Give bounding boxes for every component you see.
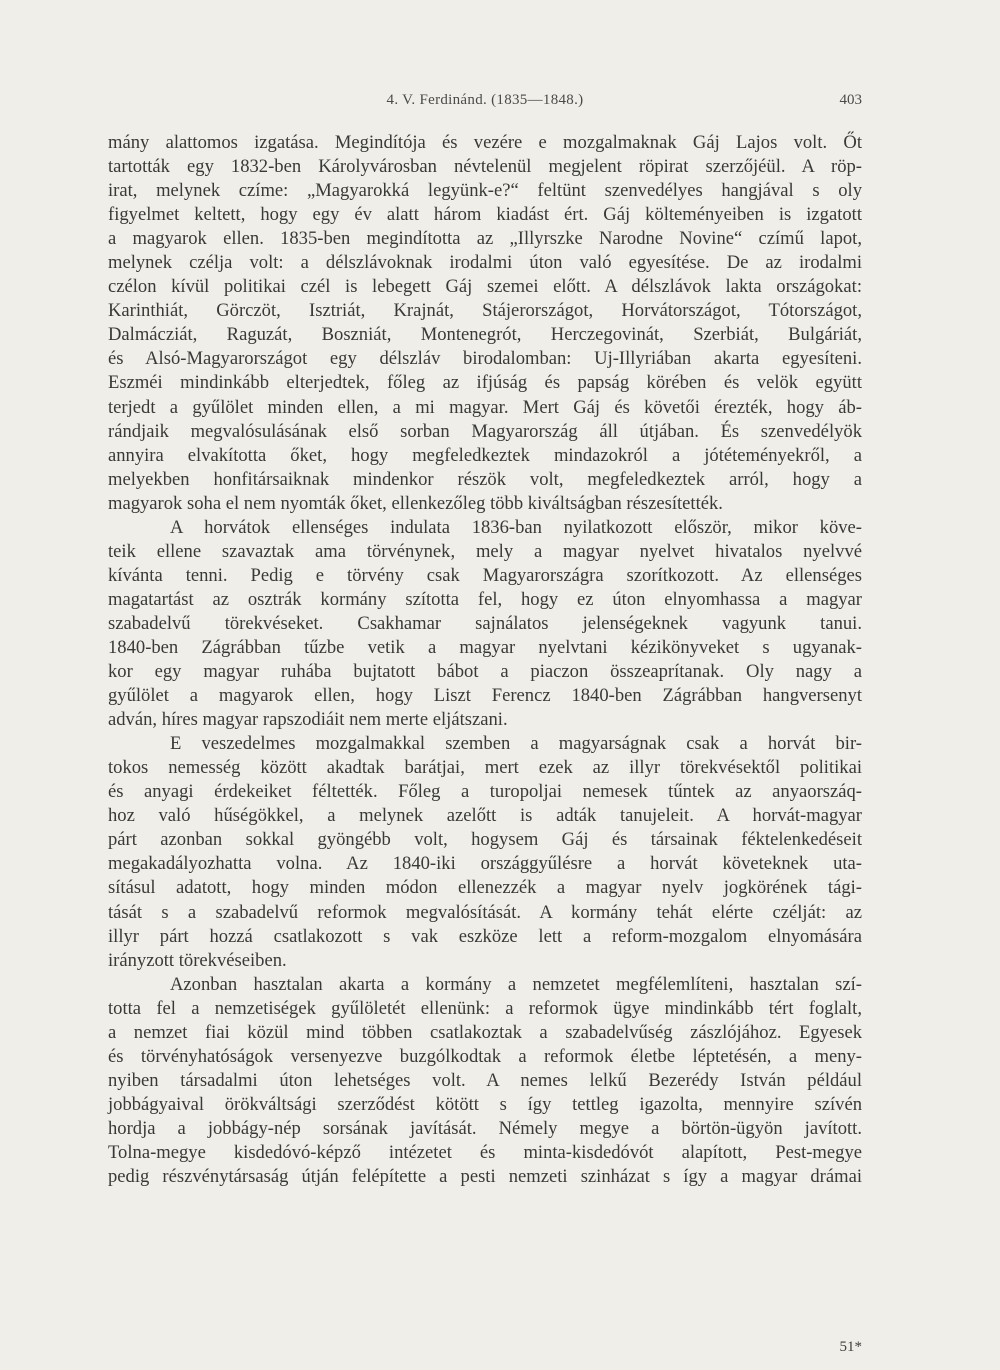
text-line: adván, híres magyar rapszodiáit nem merte eljátszani.: [108, 709, 508, 731]
text-line: irat, melynek czíme: „Magyarokká legyünk-e?“ feltünt szenvedélyes hangjával s oly: [108, 180, 862, 202]
text-line: Azonban hasztalan akarta a kormány a nemzetet megfélemlíteni, hasztalan szí-: [170, 973, 862, 995]
text-line: tokos nemesség között akadtak barátjai, mert ezek az illyr törekvésektől politikai: [108, 757, 862, 779]
text-line: annyira elvakította őket, hogy megfeledkeztek mindazokról a jótéteményekről, a: [108, 444, 862, 466]
text-line: czélon kívül politikai czél is lebegett Gáj szemei előtt. A délszlávok lakta országokat:: [108, 276, 862, 298]
text-line: Dalmácziát, Raguzát, Boszniát, Montenegrót, Herczegovinát, Szerbiát, Bulgáriát,: [108, 324, 862, 346]
text-line: és Alsó-Magyarországot egy délszláv birodalomban: Uj-Illyriában akarta egyesíteni.: [108, 348, 862, 370]
text-line: Tolna-megye kisdedóvó-képző intézetet és minta-kisdedóvót alapított, Pest-megye: [108, 1141, 862, 1163]
text-line: szabadelvű törekvéseket. Csakhamar sajnálatos jelenségeknek vagyunk tanui.: [108, 612, 862, 634]
text-line: pedig részvénytársaság útján felépítette a pesti nemzeti szinházat s így a magyar drámai: [108, 1166, 862, 1188]
text-line: jobbágyaival örökváltsági szerződést kötött s így tettleg igazolta, mennyire szívén: [108, 1093, 862, 1115]
text-line: totta fel a nemzetiségek gyűlöletét ellenünk: a reformok ügye mindinkább tért foglalt,: [108, 997, 862, 1019]
text-line: Eszméi mindinkább elterjedtek, főleg az ifjúság és papság körében és velök együtt: [108, 372, 862, 394]
text-line: párt azonban sokkal gyöngébb volt, hogysem Gáj és társainak féktelenkedéseit: [108, 829, 862, 851]
text-line: 1840-ben Zágrábban tűzbe vetik a magyar nyelvtani kézikönyveket s ugyanak-: [108, 636, 862, 658]
text-line: kor egy magyar ruhába bujtatott bábot a piaczon összeaprítanak. Oly nagy a: [108, 661, 862, 683]
text-line: és anyagi érdekeiket féltették. Főleg a turopoljai nemesek tűntek az anyaorszáq-: [108, 781, 862, 803]
text-line: figyelmet keltett, hogy egy év alatt három kiadást ért. Gáj költeményeiben is izgatott: [108, 204, 862, 226]
text-line: megakadályozhatta volna. Az 1840-iki országgyűlésre a horvát követeknek uta-: [108, 853, 862, 875]
text-line: Karinthiát, Görczöt, Isztriát, Krajnát, Stájerországot, Horvátországot, Tótországot,: [108, 300, 862, 322]
running-head: [108, 92, 862, 116]
text-line: illyr párt hozzá csatlakozott s vak eszköze lett a reform-mozgalom elnyomására: [108, 925, 862, 947]
text-line: tartották egy 1832-ben Károlyvárosban névtelenül megjelent röpirat szerzőjéül. A röp-: [108, 156, 862, 178]
body-text: [108, 131, 862, 1189]
text-line: teik ellene szavaztak ama törvénynek, mely a magyar nyelvet hivatalos nyelvvé: [108, 540, 862, 562]
text-line: a magyarok ellen. 1835-ben megindította az „Illyrszke Narodne Novine“ czímű lapot,: [108, 228, 862, 250]
running-title: 4. V. Ferdinánd. (1835—1848.): [386, 92, 584, 108]
text-line: hoz való hűségökkel, a melynek azelőtt is adták tanujeleit. A horvát-magyar: [108, 805, 862, 827]
page-number: 403: [839, 92, 862, 108]
text-line: magyarok soha el nem nyomták őket, ellenkezőleg több kiváltságban részesítették.: [108, 492, 723, 514]
text-line: E veszedelmes mozgalmakkal szemben a magyarságnak csak a horvát bir-: [170, 733, 862, 755]
printer-signature-mark: 51*: [839, 1339, 862, 1355]
text-line: sításul adatott, hogy minden módon ellenezzék a magyar nyelv jogkörének tági-: [108, 877, 862, 899]
text-line: tását s a szabadelvű reformok megvalósítását. A kormány tehát elérte czélját: az: [108, 901, 862, 923]
text-line: nyiben társadalmi úton lehetséges volt. A nemes lelkű Bezerédy István például: [108, 1069, 862, 1091]
text-line: magatartást az osztrák kormány szította fel, hogy ez úton elnyomhassa a magyar: [108, 588, 862, 610]
text-line: terjedt a gyűlölet minden ellen, a mi magyar. Mert Gáj és követői érezték, hogy áb-: [108, 396, 862, 418]
text-line: hordja a jobbágy-nép sorsának javítását. Némely megye a börtön-ügyön javított.: [108, 1117, 862, 1139]
text-line: melyekben honfitársaiknak mindenkor részök volt, megfeledkeztek arról, hogy a: [108, 468, 862, 490]
text-line: mány alattomos izgatása. Megindítója és vezére e mozgalmaknak Gáj Lajos volt. Őt: [108, 132, 862, 153]
text-line: melynek czélja volt: a délszlávoknak irodalmi úton való egyesítése. De az irodalmi: [108, 252, 862, 274]
text-line: gyűlölet a magyarok ellen, hogy Liszt Ferencz 1840-ben Zágrábban hangversenyt: [108, 685, 862, 707]
text-line: A horvátok ellenséges indulata 1836-ban nyilatkozott először, mikor köve-: [170, 516, 862, 538]
text-line: irányzott törekvéseiben.: [108, 949, 287, 971]
text-line: és törvényhatóságok versenyezve buzgólkodtak a reformok életbe léptetésén, a meny-: [108, 1045, 862, 1067]
text-line: kívánta tenni. Pedig e törvény csak Magyarországra szorítkozott. Az ellenséges: [108, 564, 862, 586]
text-line: a nemzet fiai közül mind többen csatlakoztak a szabadelvűség zászlójához. Egyesek: [108, 1021, 862, 1043]
text-line: rándjaik megvalósulásának első sorban Magyarország áll útjában. És szenvedélyök: [108, 420, 862, 442]
